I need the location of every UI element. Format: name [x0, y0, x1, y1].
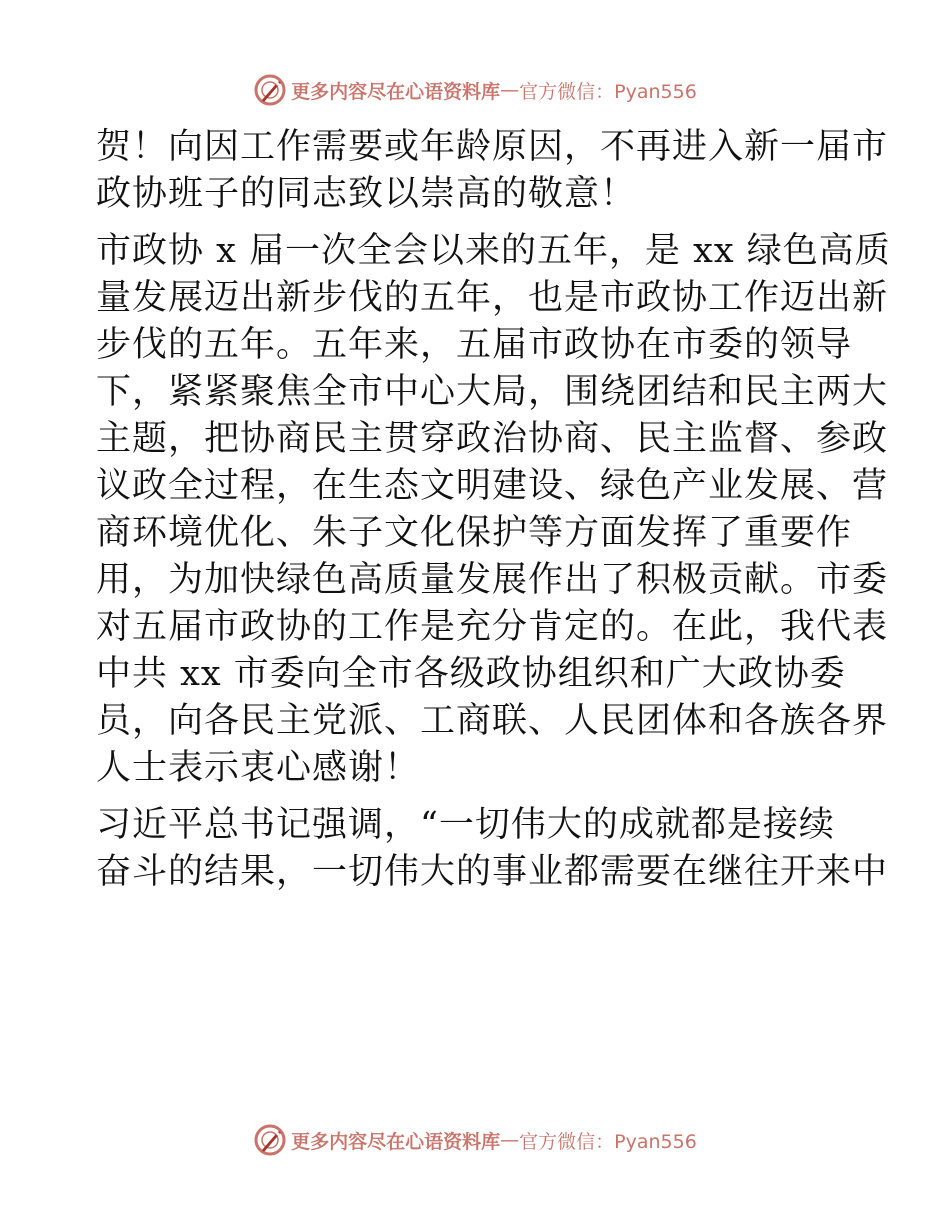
text-line: 用，为加快绿色高质量发展作出了积极贡献。市委 [96, 560, 889, 600]
paragraph [96, 228, 891, 792]
paragraph [96, 802, 889, 896]
text-line: 习近平总书记强调，“一切伟大的成就都是接续 [96, 805, 835, 845]
text-line: 量发展迈出新步伐的五年，也是市政协工作迈出新 [96, 278, 889, 318]
text-line: 市政协 x 届一次全会以来的五年，是 xx 绿色高质 [96, 231, 891, 271]
pen-nib-logo-icon [253, 1123, 287, 1157]
paragraph [96, 124, 889, 218]
banner-dash: — [500, 1129, 520, 1151]
text-line: 下，紧紧聚焦全市中心大局，围绕团结和民主两大 [96, 372, 889, 412]
document-body [96, 124, 891, 896]
footer-banner [0, 1120, 950, 1160]
text-line: 员，向各民主党派、工商联、人民团体和各族各界 [96, 701, 889, 741]
header-banner [0, 70, 950, 110]
text-line: 贺！向因工作需要或年龄原因，不再进入新一届市 [96, 127, 889, 167]
text-line: 中共 xx 市委向全市各级政协组织和广大政协委 [96, 654, 846, 694]
pen-nib-logo-icon [253, 73, 287, 107]
text-line: 奋斗的结果，一切伟大的事业都需要在继往开来中 [96, 852, 889, 892]
text-line: 商环境优化、朱子文化保护等方面发挥了重要作 [96, 513, 853, 553]
banner-brand-text: 更多内容尽在心语资料库 [291, 80, 501, 103]
text-line: 主题，把协商民主贯穿政治协商、民主监督、参政 [96, 419, 889, 459]
banner-wechat-text: 官方微信：Pyan556 [519, 80, 697, 103]
banner-brand-text: 更多内容尽在心语资料库 [291, 1130, 501, 1153]
text-line: 议政全过程，在生态文明建设、绿色产业发展、营 [96, 466, 889, 506]
text-line: 对五届市政协的工作是充分肯定的。在此，我代表 [96, 607, 889, 647]
banner-wechat-text: 官方微信：Pyan556 [519, 1130, 697, 1153]
text-line: 政协班子的同志致以崇高的敬意！ [96, 174, 637, 214]
banner-dash: — [500, 79, 520, 101]
text-line: 人士表示衷心感谢！ [96, 748, 421, 788]
text-line: 步伐的五年。五年来，五届市政协在市委的领导 [96, 325, 853, 365]
